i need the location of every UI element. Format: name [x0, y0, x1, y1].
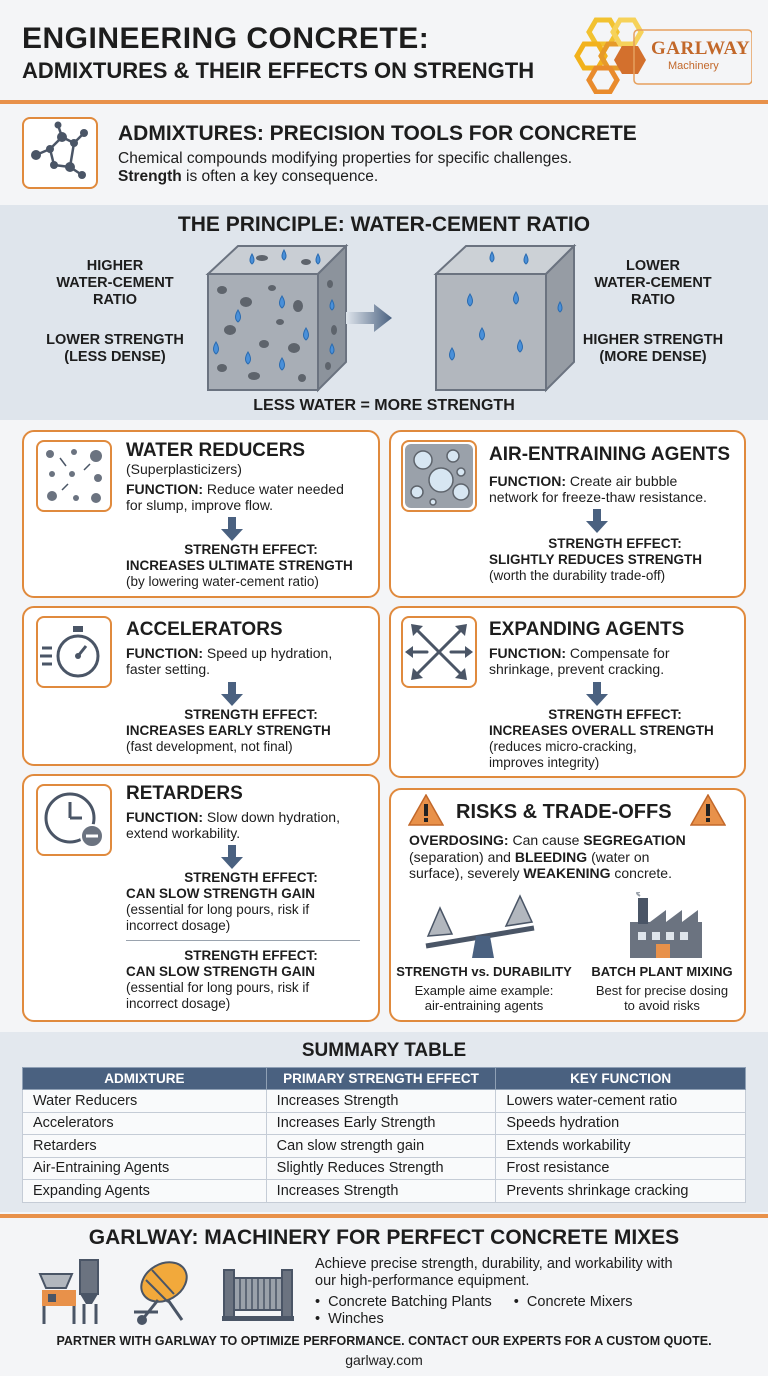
expanding-agents-function: FUNCTION: Compensate for shrinkage, prevent cracking. — [489, 645, 670, 677]
right-arrow-icon — [346, 302, 394, 334]
table-row — [23, 1157, 746, 1180]
logo-subtitle: Machinery — [668, 60, 719, 72]
divider — [0, 100, 768, 104]
risks-title: RISKS & TRADE-OFFS — [456, 801, 672, 823]
table-cell: Accelerators — [23, 1112, 267, 1135]
balance-seesaw-icon — [420, 888, 540, 960]
batching-plant-icon — [36, 1256, 106, 1326]
table-row — [23, 1135, 746, 1158]
summary-title: SUMMARY TABLE — [301, 1040, 467, 1061]
table-cell: Expanding Agents — [23, 1180, 267, 1203]
table-cell: Air-Entraining Agents — [23, 1157, 267, 1180]
column-header: PRIMARY STRENGTH EFFECT — [266, 1068, 496, 1090]
warning-icon — [690, 794, 726, 826]
table-row — [23, 1090, 746, 1113]
particles-icon — [38, 442, 110, 510]
expanding-agents-effect: STRENGTH EFFECT: INCREASES OVERALL STRENGTH (reduces micro-cracking, improves integrity) — [489, 707, 714, 770]
table-row — [23, 1180, 746, 1203]
bullet-item: • Winches — [315, 1311, 384, 1327]
clock-minus-icon — [38, 786, 110, 854]
water-reducers-function: FUNCTION: Reduce water needed for slump, improve flow. — [126, 481, 344, 513]
down-arrow-icon — [586, 509, 608, 533]
retarders-effect: STRENGTH EFFECT: CAN SLOW STRENGTH GAIN (essential for long pours, risk if incorrect dosage) — [126, 870, 318, 933]
principle-caption: LESS WATER = MORE STRENGTH — [253, 397, 515, 414]
factory-icon — [626, 892, 706, 960]
table-cell: Increases Strength — [266, 1180, 496, 1203]
table-cell: Retarders — [23, 1135, 267, 1158]
risks-overdosing-text: OVERDOSING: Can cause SEGREGATION (separation) and BLEEDING (water on surface), severely WEAKENING concrete. — [409, 832, 686, 881]
intro-text: Chemical compounds modifying properties for specific challenges. Strength is often a key consequence. — [118, 150, 573, 185]
air-entraining-effect: STRENGTH EFFECT: SLIGHTLY REDUCES STRENGTH (worth the durability trade-off) — [489, 536, 703, 583]
dense-concrete-cube-icon — [430, 244, 580, 394]
expanding-agents-title: EXPANDING AGENTS — [489, 619, 685, 640]
principle-title: THE PRINCIPLE: WATER-CEMENT RATIO — [177, 213, 591, 236]
down-arrow-icon — [221, 682, 243, 706]
porous-concrete-cube-icon — [202, 244, 352, 394]
stopwatch-icon — [38, 618, 110, 686]
table-row — [23, 1112, 746, 1135]
expand-arrows-icon — [403, 618, 475, 686]
molecule-icon — [24, 119, 96, 187]
down-arrow-icon — [221, 517, 243, 541]
concrete-mixer-icon — [128, 1256, 198, 1326]
water-reducers-effect: STRENGTH EFFECT: INCREASES ULTIMATE STRENGTH (by lowering water-cement ratio) — [126, 542, 353, 589]
retarders-title: RETARDERS — [126, 783, 243, 804]
table-cell: Slightly Reduces Strength — [266, 1157, 496, 1180]
retarders-function: FUNCTION: Slow down hydration, extend workability. — [126, 809, 340, 841]
table-cell: Speeds hydration — [496, 1112, 746, 1135]
table-cell: Increases Strength — [266, 1090, 496, 1113]
particles-icon-box — [36, 440, 112, 512]
column-header: KEY FUNCTION — [496, 1068, 746, 1090]
page-title: ENGINEERING CONCRETE: — [22, 22, 430, 55]
left-strength-label: LOWER STRENGTH (LESS DENSE) — [46, 332, 184, 365]
table-cell: Water Reducers — [23, 1090, 267, 1113]
water-reducers-subtitle: (Superplasticizers) — [126, 461, 242, 477]
stopwatch-icon-box — [36, 616, 112, 688]
footer-title: GARLWAY: MACHINERY FOR PERFECT CONCRETE MIXES — [88, 1226, 680, 1249]
footer-cta: PARTNER WITH GARLWAY TO OPTIMIZE PERFORMANCE. CONTACT OUR EXPERTS FOR A CUSTOM QUOTE. — [56, 1334, 712, 1348]
expand-arrows-icon-box — [401, 616, 477, 688]
air-bubbles-icon-box — [401, 440, 477, 512]
bullet-item: • Concrete Batching Plants — [315, 1294, 492, 1310]
strength-vs-durability: STRENGTH vs. DURABILITY Example aime example: air-entraining agents — [396, 964, 572, 1013]
bullet-item: • Concrete Mixers — [513, 1294, 633, 1310]
logo-name: GARLWAY — [651, 38, 751, 59]
down-arrow-icon — [221, 845, 243, 869]
table-cell: Can slow strength gain — [266, 1135, 496, 1158]
table-cell: Increases Early Strength — [266, 1112, 496, 1135]
table-cell: Lowers water-cement ratio — [496, 1090, 746, 1113]
right-strength-label: HIGHER STRENGTH (MORE DENSE) — [582, 332, 724, 365]
table-cell: Frost resistance — [496, 1157, 746, 1180]
table-cell: Prevents shrinkage cracking — [496, 1180, 746, 1203]
column-header: ADMIXTURE — [23, 1068, 267, 1090]
accelerators-function: FUNCTION: Speed up hydration, faster setting. — [126, 645, 333, 677]
summary-table — [22, 1067, 746, 1203]
right-ratio-label: LOWER WATER-CEMENT RATIO — [594, 258, 712, 308]
warning-icon — [408, 794, 444, 826]
batch-plant-mixing: BATCH PLANT MIXING Best for precise dosing to avoid risks — [591, 964, 733, 1013]
footer-url-link[interactable]: garlway.com — [345, 1352, 423, 1368]
winch-icon — [220, 1262, 296, 1322]
divider — [0, 1214, 768, 1218]
footer-text: Achieve precise strength, durability, and workability with our high-performance equipment. • Concrete Batching Plants • Concrete Mixers • Winches — [315, 1256, 673, 1327]
accelerators-effect: STRENGTH EFFECT: INCREASES EARLY STRENGTH (fast development, not final) — [126, 707, 331, 754]
page-subtitle: ADMIXTURES & THEIR EFFECTS ON STRENGTH — [22, 58, 535, 83]
intro-title: ADMIXTURES: PRECISION TOOLS FOR CONCRETE — [118, 122, 637, 145]
air-entraining-function: FUNCTION: Create air bubble network for freeze-thaw resistance. — [489, 473, 707, 505]
left-ratio-label: HIGHER WATER-CEMENT RATIO — [56, 258, 174, 308]
molecule-icon-box — [22, 117, 98, 189]
water-reducers-title: WATER REDUCERS — [126, 440, 306, 461]
clock-minus-icon-box — [36, 784, 112, 856]
air-bubbles-icon — [403, 442, 475, 510]
down-arrow-icon — [586, 682, 608, 706]
divider — [126, 940, 360, 941]
table-header-row — [23, 1068, 746, 1090]
retarders-effect-repeat: STRENGTH EFFECT: CAN SLOW STRENGTH GAIN (essential for long pours, risk if incorrect dosage) — [126, 948, 318, 1011]
accelerators-title: ACCELERATORS — [126, 619, 283, 640]
air-entraining-title: AIR-ENTRAINING AGENTS — [489, 444, 731, 465]
table-cell: Extends workability — [496, 1135, 746, 1158]
